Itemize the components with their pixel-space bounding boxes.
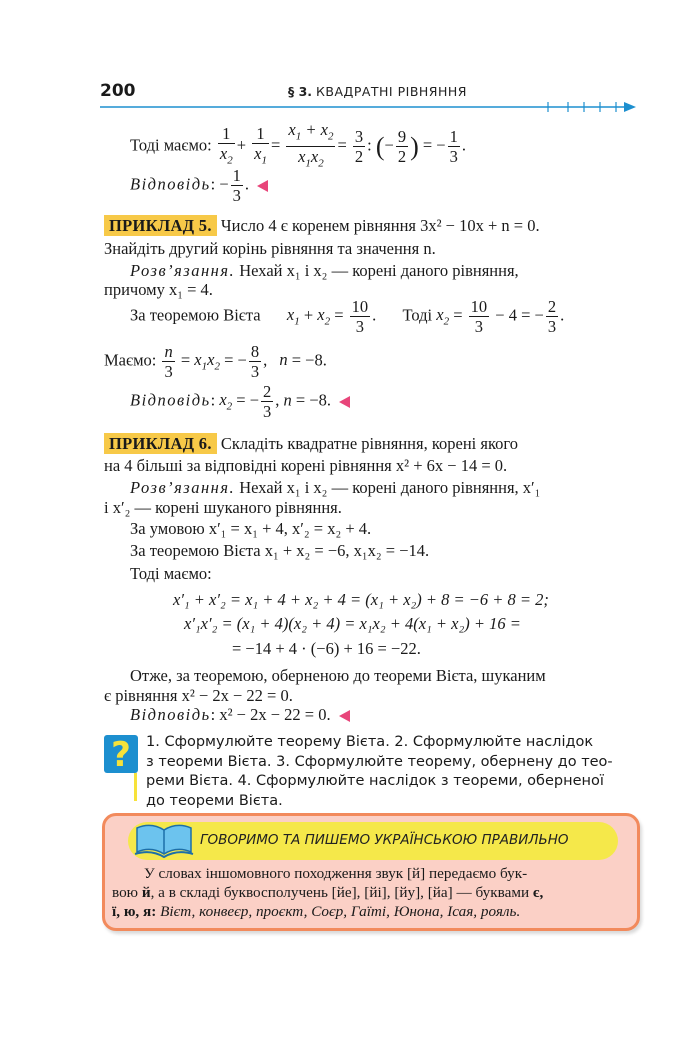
question-line: 1. Сформулюйте теорему Вієта. 2. Сформулюйте наслідок <box>146 734 594 750</box>
example6-label: ПРИКЛАД 6. <box>104 433 217 454</box>
example5-line4: причому x₁ = 4. <box>104 280 213 299</box>
language-line2: вою й, а в складі буквосполучень [йе], [йі], [йу], [йа] — буквами є, <box>112 884 544 901</box>
example6-line8: Отже, за теоремою, оберненою до теореми Вієта, шуканим <box>130 666 546 685</box>
question-mark-icon <box>104 733 144 803</box>
language-line3: ї, ю, я: Вієт, конвеєр, проєкт, Соєр, Гаїті, Юнона, Ісая, рояль. <box>112 903 521 920</box>
example5-label: ПРИКЛАД 5. <box>104 215 217 236</box>
header-rule-arrow <box>100 100 640 114</box>
example6-line4: і x′₂ — корені шуканого рівняння. <box>104 498 342 517</box>
example6-line7: Тоді маємо: <box>130 564 212 583</box>
example6-line2: на 4 більші за відповідні корені рівняння x² + 6x − 14 = 0. <box>104 456 508 475</box>
svg-text:?: ? <box>111 735 131 775</box>
example5-vieta: За теоремою Вієта $x_1 + x_2$ = $\frac{10}{3}$ . Тоді $x_2$ = $\frac{10}{3}$ − 4 = − $\frac{2}{3}$ . <box>130 297 565 336</box>
question-line: до теореми Вієта. <box>146 792 283 809</box>
example5-line2: Знайдіть другий корінь рівняння та значення n. <box>104 239 436 258</box>
example6-line3: Розв’язання. Нехай x₁ і x₂ — корені даного рівняння, x′₁ <box>130 478 541 497</box>
page-number: 200 <box>100 81 136 101</box>
example6-line1: ПРИКЛАД 6. Складіть квадратне рівняння, корені якого <box>104 434 518 454</box>
example6-line9: є рівняння x² − 2x − 22 = 0. <box>104 686 293 705</box>
section-title: КВАДРАТНІ РІВНЯННЯ <box>316 84 467 99</box>
open-book-icon <box>133 820 195 860</box>
example5-line3: Розв’язання. Нехай x₁ і x₂ — корені даного рівняння, <box>130 261 519 280</box>
top-answer: Відповідь: − $\frac{1}{3}$ . <box>130 166 268 205</box>
example6-line5: За умовою x′₁ = x₁ + 4, x′₂ = x₂ + 4. <box>130 519 372 538</box>
example6-eq1: x′₁ + x′₂ = x₁ + 4 + x₂ + 4 = (x₁ + x₂) + 8 = −6 + 8 = 2; <box>173 590 549 609</box>
language-line1: У словах іншомовного походження звук [й] передаємо бук- <box>144 865 528 882</box>
section-mark: § 3. <box>288 84 313 99</box>
example6-eq3: = −14 + 4 · (−6) + 16 = −22. <box>232 639 421 658</box>
example6-eq2: x′₁x′₂ = (x₁ + 4)(x₂ + 4) = x₁x₂ + 4(x₁ + x₂) + 16 = <box>184 614 521 633</box>
question-line: реми Вієта. 4. Сформулюйте наслідок з теореми, оберненої <box>146 773 604 789</box>
language-banner-title: ГОВОРИМО ТА ПИШЕМО УКРАЇНСЬКОЮ ПРАВИЛЬНО <box>200 832 569 848</box>
top-equation: Тоді маємо: $\frac{1}{x_2}$ + $\frac{1}{x_1}$ = $\frac{x_1 + x_2}{x_1x_2}$ = $\frac{3}{2}$ : (− $\frac{9}{2}$ ) = − $\frac{1}{3}$ . <box>130 120 466 170</box>
question-line: з теореми Вієта. 3. Сформулюйте теорему, обернену до тео- <box>146 753 613 770</box>
end-marker-icon <box>257 180 268 192</box>
language-text <box>112 864 626 921</box>
questions-block <box>146 733 636 811</box>
example5-result: Маємо: $\frac{n}{3}$ = $x_1x_2$ = − $\frac{8}{3}$ , n = −8. <box>104 342 327 381</box>
example6-answer: Відповідь: x² − 2x − 22 = 0. <box>130 705 350 725</box>
example6-line6: За теоремою Вієта x₁ + x₂ = −6, x₁x₂ = −14. <box>130 541 430 560</box>
example5-answer: Відповідь: $x_2$ = − $\frac{2}{3}$ , n = −8. <box>130 382 350 421</box>
end-marker-icon <box>339 710 350 722</box>
end-marker-icon <box>339 396 350 408</box>
section-heading <box>288 84 467 99</box>
example5-line1: ПРИКЛАД 5. Число 4 є коренем рівняння 3x² − 10x + n = 0. <box>104 216 540 236</box>
